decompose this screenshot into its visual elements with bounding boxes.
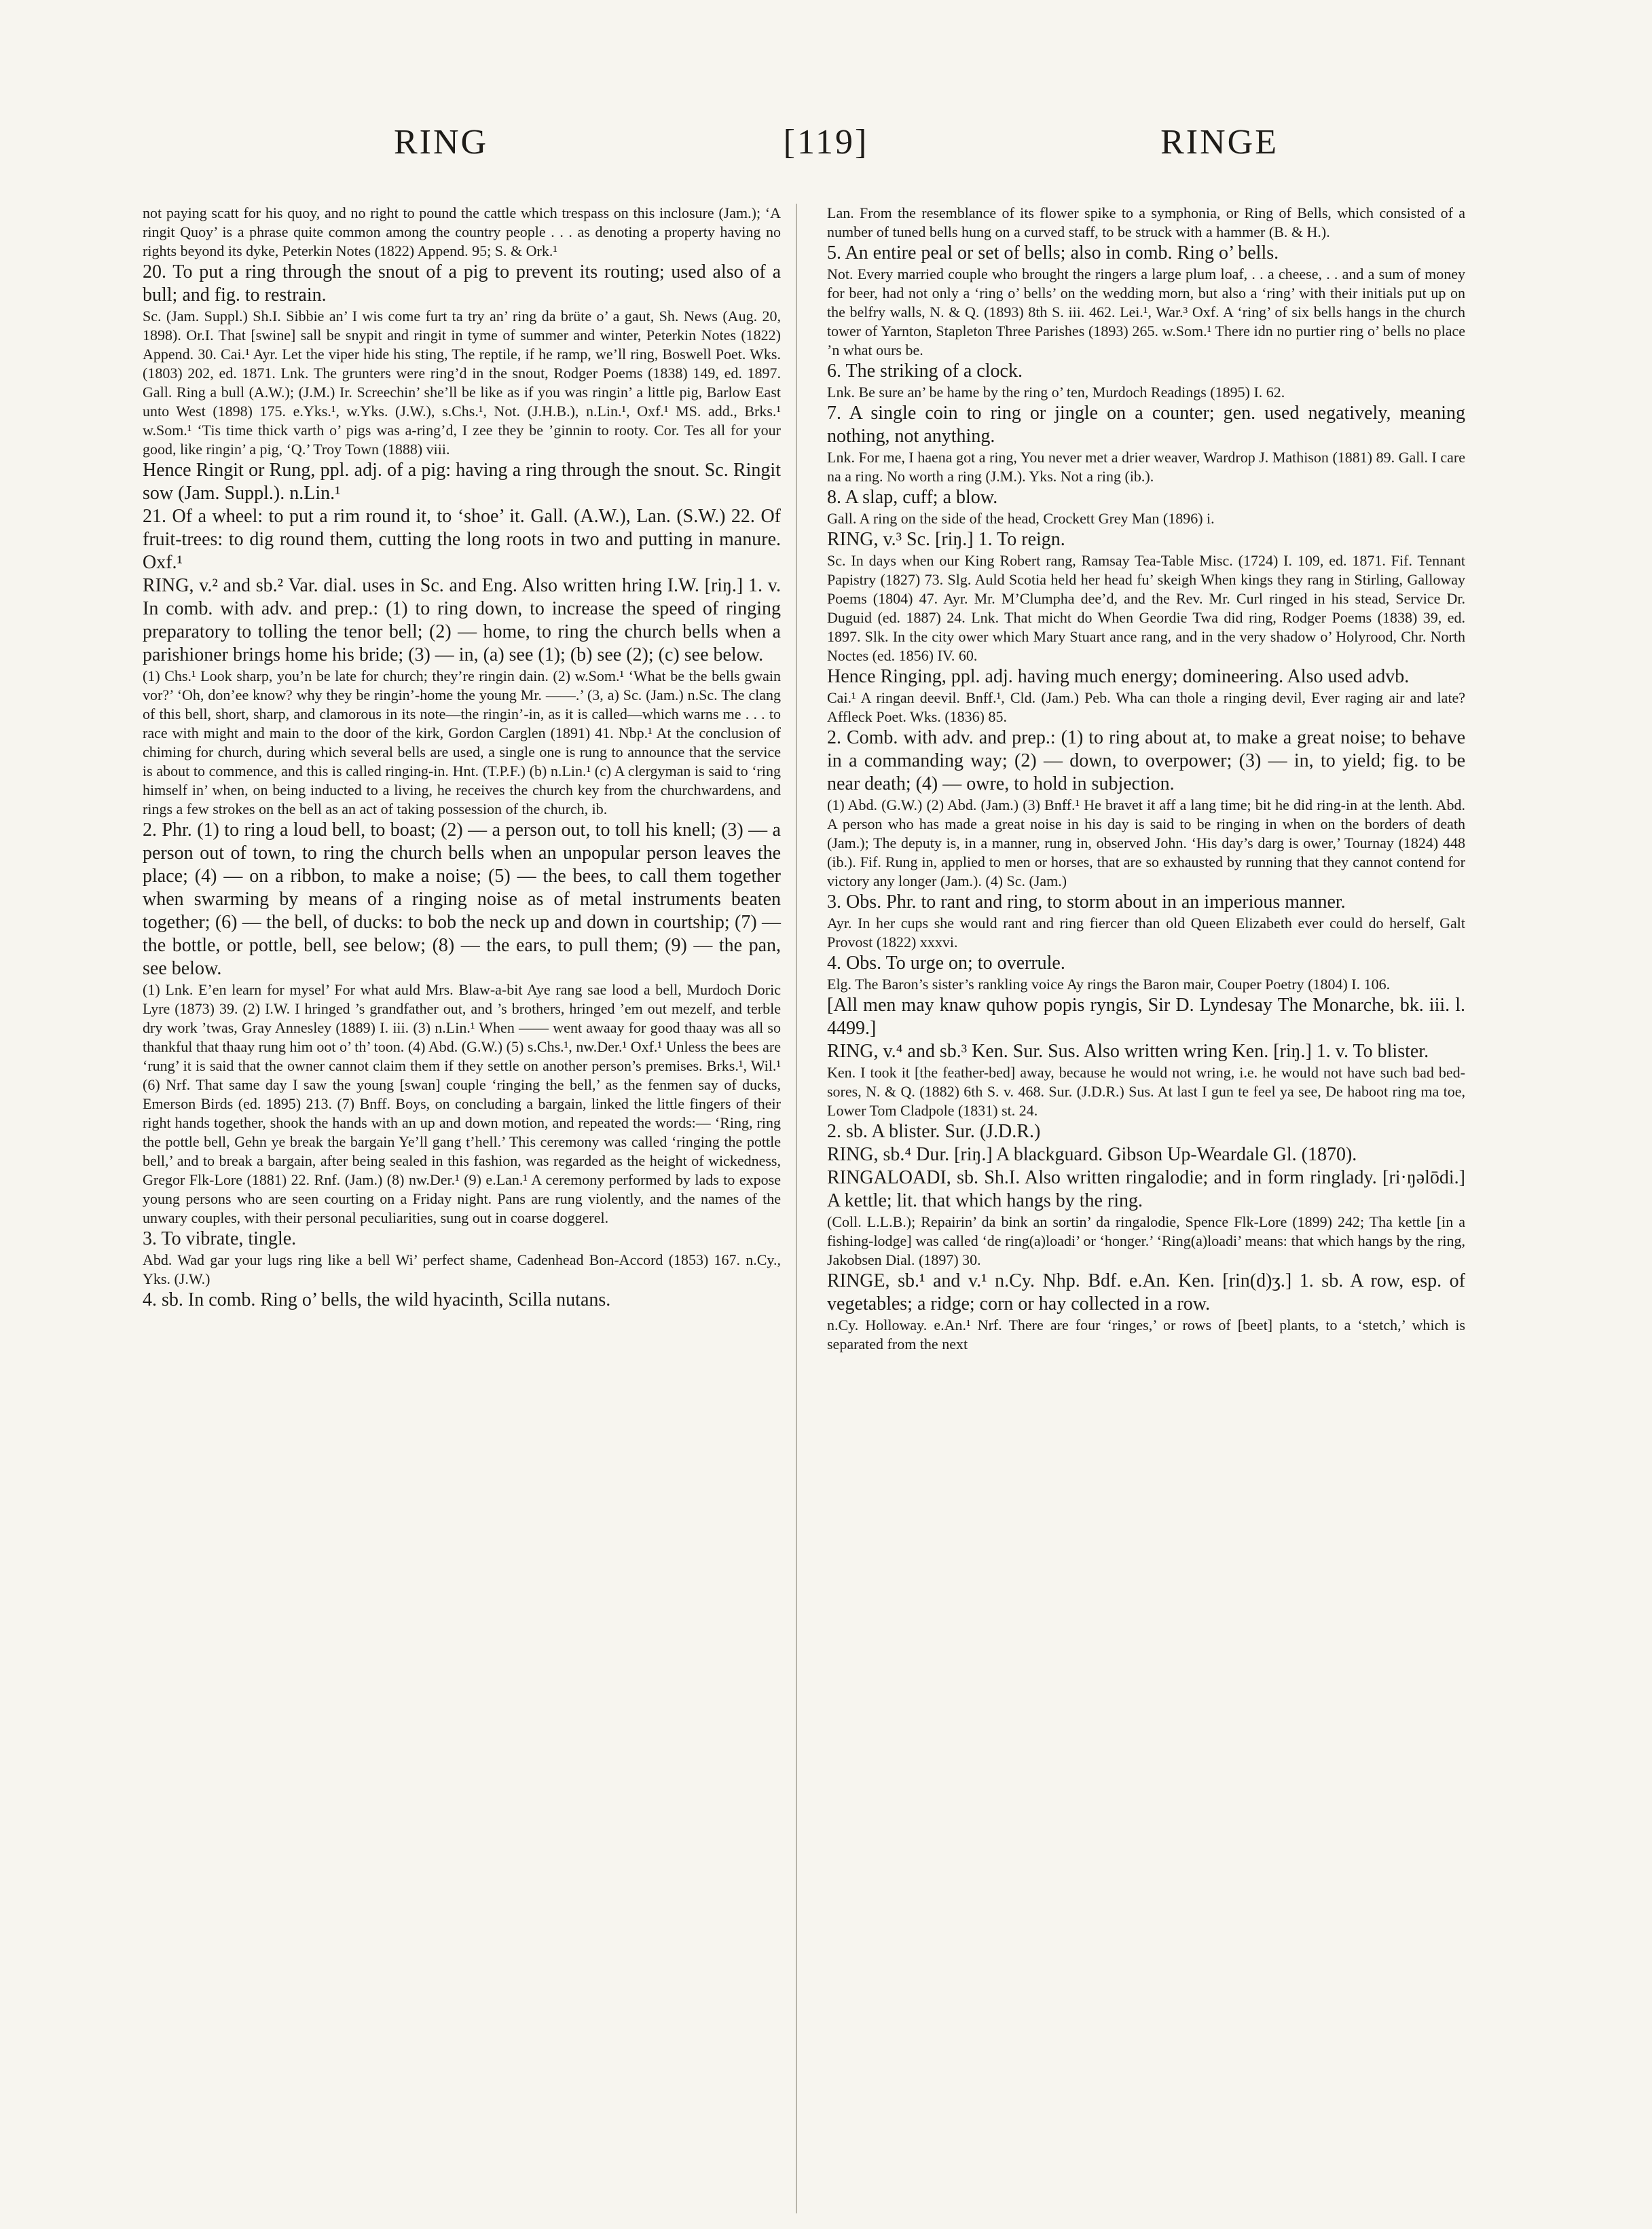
- paragraph-cite: (1) Abd. (G.W.) (2) Abd. (Jam.) (3) Bnff.¹ He bravet it aff a lang time; bit he did ring-in at the lenth. Abd. A person who has made a great noise in his day is said to be ringing in when on the borders of death (Jam.); The deputy is, in a manner, rung in, observed John. ‘His day’s darg is ower,’ Tournay (1824) 448 (ib.). Fif. Rung in, applied to men or horses, that are so exhausted by running that they cannot contend for victory any longer (Jam.). (4) Sc. (Jam.): [827, 796, 1465, 889]
- paragraph-sense: 3. Obs. Phr. to rant and ring, to storm about in an imperious manner.: [827, 891, 1346, 913]
- paragraph-entry: RING, sb.⁴ Dur. [riŋ.] A blackguard. Gibson Up-Weardale Gl. (1870).: [827, 1144, 1357, 1165]
- paragraph-cite: Sc. (Jam. Suppl.) Sh.I. Sibbie an’ I wis come furt ta try an’ ring da brüte o’ a gaut, Sh. News (Aug. 20, 1898). Or.I. That [swine] sall be snypit and ringit in tyme of summer and winter, Peterkin Notes (1822) Append. 30. Cai.¹ Ayr. Let the viper hide his sting, The reptile, if he ramp, we’ll ring, Boswell Poet. Wks. (1803) 202, ed. 1871. Lnk. The grunters were ring’d in the snout, Rodger Poems (1838) 149, ed. 1897. Gall. Ring a bull (A.W.); (J.M.) Ir. Screechin’ she’ll be like as if you was ringin’ a little pig, Barlow East unto West (1898) 175. e.Yks.¹, w.Yks. (J.W.), s.Chs.¹, Not. (J.H.B.), n.Lin.¹, Oxf.¹ MS. add., Brks.¹ w.Som.¹ ‘Tis time thick varth o’ pigs was a-ring’d, I zee they be ’ginnin to rooty. Cor. Tes all for your good, like ringin’ a pig, ‘Q.’ Troy Town (1888) viii.: [143, 308, 781, 458]
- paragraph-sense: 6. The striking of a clock.: [827, 361, 1023, 382]
- paragraph-cite: not paying scatt for his quoy, and no right to pound the cattle which trespass on this inclosure (Jam.); ‘A ringit Quoy’ is a phrase quite common among the country people . . . as denoting a property having no rights beyond its dyke, Peterkin Notes (1822) Append. 95; S. & Ork.¹: [143, 204, 781, 259]
- paragraph-cite: Lnk. Be sure an’ be hame by the ring o’ ten, Murdoch Readings (1895) I. 62.: [827, 384, 1285, 401]
- paragraph-cite: Gall. A ring on the side of the head, Crockett Grey Man (1896) i.: [827, 510, 1215, 527]
- page-number: [119]: [783, 123, 869, 162]
- paragraph-sense: 3. To vibrate, tingle.: [143, 1228, 297, 1249]
- paragraph-sense: 5. An entire peal or set of bells; also in comb. Ring o’ bells.: [827, 242, 1279, 263]
- paragraph-cite: Elg. The Baron’s sister’s rankling voice Ay rings the Baron mair, Couper Poetry (1804) I. 106.: [827, 976, 1391, 993]
- paragraph-entry: RING, v.³ Sc. [riŋ.] 1. To reign.: [827, 529, 1065, 550]
- paragraph-cite: n.Cy. Holloway. e.An.¹ Nrf. There are four ‘ringes,’ or rows of [beet] plants, to a ‘stetch,’ which is separated from the next: [827, 1316, 1465, 1352]
- paragraph-cite: Not. Every married couple who brought the ringers a large plum loaf, . . a cheese, . . and a sum of money for beer, had not only a ‘ring o’ bells’ on the wedding morn, but also a ‘ring’ with their initials put up on the belfry walls, N. & Q. (1893) 8th S. iii. 462. Lei.¹, War.³ Oxf. A ‘ring’ of six bells hangs in the church tower of Yarnton, Stapleton Three Parishes (1893) 265. w.Som.¹ There idn no purtier ring o’ bells no place ’n what ours be.: [827, 265, 1465, 358]
- paragraph-sense: [All men may knaw quhow popis ryngis, Sir D. Lyndesay The Monarche, bk. iii. l. 4499.]: [827, 995, 1465, 1039]
- page-header: [122, 122, 1530, 183]
- paragraph-sense: 4. sb. In comb. Ring o’ bells, the wild hyacinth, Scilla nutans.: [143, 1289, 611, 1310]
- paragraph-sense: 21. Of a wheel: to put a rim round it, to ‘shoe’ it. Gall. (A.W.), Lan. (S.W.) 22. Of fruit-trees: to dig round them, cutting the long roots in two and putting in manure. Oxf.¹: [143, 506, 781, 573]
- paragraph-sense: 20. To put a ring through the snout of a pig to prevent its routing; used also of a bull; and fig. to restrain.: [143, 261, 781, 306]
- paragraph-cite: (1) Chs.¹ Look sharp, you’n be late for church; they’re ringin dain. (2) w.Som.¹ ‘What be the bells gwain vor?’ ‘Oh, don’ee know? why they be ringin’-home the young Mr. ——.’ (3, a) Sc. (Jam.) n.Sc. The clang of this bell, short, sharp, and clamorous in its note—the ringin’-in, as it is called—which warns me . . . to race with might and main to the door of the kirk, Gordon Carglen (1891) 41. Nbp.¹ At the conclusion of chiming for church, during which several bells are used, a single one is rung to announce that the service is about to commence, and this is called ringing-in. Hnt. (T.P.F.) (b) n.Lin.¹ (c) A clergyman is said to ‘ring himself in’ when, on being inducted to a living, he receives the church key from the churchwardens, and rings a few strokes on the bell as an act of taking possession of the church, ib.: [143, 667, 781, 817]
- paragraph-cite: Cai.¹ A ringan deevil. Bnff.¹, Cld. (Jam.) Peb. Wha can thole a ringing devil, Ever raging air and late? Affleck Poet. Wks. (1836) 85.: [827, 689, 1465, 725]
- column-divider: [796, 204, 797, 2213]
- paragraph-cite: (Coll. L.L.B.); Repairin’ da bink an sortin’ da ringalodie, Spence Flk-Lore (1899) 242; Tha kettle [in a fishing-lodge] was called ‘de ring(a)loadi’ or ‘honger.’ ‘Ring(a)loadi’ means: that which hangs by the ring, Jakobsen Dial. (1897) 30.: [827, 1213, 1465, 1268]
- paragraph-cite: Ayr. In her cups she would rant and ring fiercer than old Queen Elizabeth ever could do herself, Galt Provost (1822) xxxvi.: [827, 915, 1465, 951]
- paragraph-sense: 8. A slap, cuff; a blow.: [827, 487, 998, 508]
- paragraph-sense: 2. Phr. (1) to ring a loud bell, to boast; (2) — a person out, to toll his knell; (3) — a person out of town, to ring the church bells when an unpopular person leaves the place; (4) — on a ribbon, to make a noise; (5) — the bees, to call them together when swarming by means of a ringing noise as of metal instruments beaten together; (6) — the bell, of ducks: to bob the neck up and down in courtship; (7) — the bottle, or pottle, bell, see below; (8) — the ears, to pull them; (9) — the pan, see below.: [143, 819, 781, 979]
- paragraph-entry: RINGALOADI, sb. Sh.I. Also written ringalodie; and in form ringlady. [ri·ŋəlōdi.] A kettle; lit. that which hangs by the ring.: [827, 1167, 1465, 1211]
- paragraph-entry: RING, v.² and sb.² Var. dial. uses in Sc. and Eng. Also written hring I.W. [riŋ.] 1. v. In comb. with adv. and prep.: (1) to ring down, to increase the speed of ringing preparatory to tolling the tenor bell; (2) — home, to ring the church bells when a parishioner brings home his bride; (3) — in, (a) see (1); (b) see (2); (c) see below.: [143, 575, 781, 665]
- header-right-word: RINGE: [1160, 123, 1279, 162]
- paragraph-sense: 7. A single coin to ring or jingle on a counter; gen. used negatively, meaning nothing, not anything.: [827, 403, 1465, 447]
- paragraph-sense: 4. Obs. To urge on; to overrule.: [827, 953, 1065, 974]
- paragraph-sense: Hence Ringing, ppl. adj. having much energy; domineering. Also used advb.: [827, 666, 1410, 687]
- right-column: [827, 204, 1465, 1354]
- paragraph-sense: 2. sb. A blister. Sur. (J.D.R.): [827, 1121, 1041, 1142]
- paragraph-sense: Hence Ringit or Rung, ppl. adj. of a pig: having a ring through the snout. Sc. Ringit sow (Jam. Suppl.). n.Lin.¹: [143, 460, 781, 504]
- left-column: [143, 204, 781, 1312]
- header-left-word: RING: [394, 123, 489, 162]
- paragraph-cite: (1) Lnk. E’en learn for mysel’ For what auld Mrs. Blaw-a-bit Aye rang sae lood a bell, Murdoch Doric Lyre (1873) 39. (2) I.W. I hringed ’s grandfather out, and ’s brothers, hringed ’em out mezelf, and terble dry work ’twas, Gray Annesley (1889) I. iii. (3) n.Lin.¹ When —— went awaay for good thaay was all so thankful that thaay rung him oot o’ th’ toon. (4) Abd. (G.W.) (5) s.Chs.¹, nw.Der.¹ Oxf.¹ Unless the bees are ‘rung’ it is said that the owner cannot claim them if they settle on another person’s premises. Brks.¹, Wil.¹ (6) Nrf. That same day I saw the young [swan] couple ‘ringing the bell,’ as the fenmen say of ducks, Emerson Birds (ed. 1895) 213. (7) Bnff. Boys, on concluding a bargain, linked the little fingers of their right hands together, shook the hands with an up and down motion, and repeated the words:— ‘Ring, ring the pottle bell, Gehn ye break the bargain Ye’ll gang t’hell.’ This ceremony was called ‘ringing the pottle bell,’ and to break a bargain, after being sealed in this fashion, was regarded as the height of wickedness, Gregor Flk-Lore (1881) 22. Rnf. (Jam.) (8) nw.Der.¹ (9) e.Lan.¹ A ceremony performed by lads to expose young persons who are seen courting on a Friday night. Pans are rung violently, and the names of the unwary couples, with their personal peculiarities, sung out in coarse doggerel.: [143, 981, 781, 1226]
- paragraph-entry: RING, v.⁴ and sb.³ Ken. Sur. Sus. Also written wring Ken. [riŋ.] 1. v. To blister.: [827, 1041, 1429, 1062]
- paragraph-cite: Lnk. For me, I haena got a ring, You never met a drier weaver, Wardrop J. Mathison (1881) 89. Gall. I care na a ring. No worth a ring (J.M.). Yks. Not a ring (ib.).: [827, 449, 1465, 485]
- paragraph-cite: Ken. I took it [the feather-bed] away, because he would not wring, i.e. he would not have such bad bed-sores, N. & Q. (1882) 6th S. v. 468. Sur. (J.D.R.) Sus. At last I gun te feel ya see, De haboot ring ma toe, Lower Tom Cladpole (1831) st. 24.: [827, 1064, 1465, 1119]
- paragraph-cite: Abd. Wad gar your lugs ring like a bell Wi’ perfect shame, Cadenhead Bon-Accord (1853) 167. n.Cy., Yks. (J.W.): [143, 1251, 781, 1287]
- paragraph-cite: Sc. In days when our King Robert rang, Ramsay Tea-Table Misc. (1724) I. 109, ed. 1871. Fif. Tennant Papistry (1827) 73. Slg. Auld Scotia held her head fu’ skeigh When kings they rang in Stirling, Galloway Poems (1804) 47. Ayr. Mr. M’Clumpha dee’d, and the Rev. Mr. Curl ringed in his stead, Service Dr. Duguid (ed. 1887) 24. Lnk. That micht do When Geordie Twa did ring, Rodger Poems (1838) 39, ed. 1897. Slk. In the city ower which Mary Stuart ance rang, and in the very shadow o’ Holyrood, Chr. North Noctes (ed. 1856) IV. 60.: [827, 552, 1465, 664]
- paragraph-sense: 2. Comb. with adv. and prep.: (1) to ring about at, to make a great noise; to behave in a commanding way; (2) — down, to overpower; (3) — in, to yield; fig. to be near death; (4) — owre, to hold in subjection.: [827, 727, 1465, 794]
- paragraph-cite: Lan. From the resemblance of its flower spike to a symphonia, or Ring of Bells, which consisted of a number of tuned bells hung on a curved staff, to be struck with a hammer (B. & H.).: [827, 204, 1465, 240]
- paragraph-entry: RINGE, sb.¹ and v.¹ n.Cy. Nhp. Bdf. e.An. Ken. [rin(d)ʒ.] 1. sb. A row, esp. of vegetables; a ridge; corn or hay collected in a row.: [827, 1270, 1465, 1314]
